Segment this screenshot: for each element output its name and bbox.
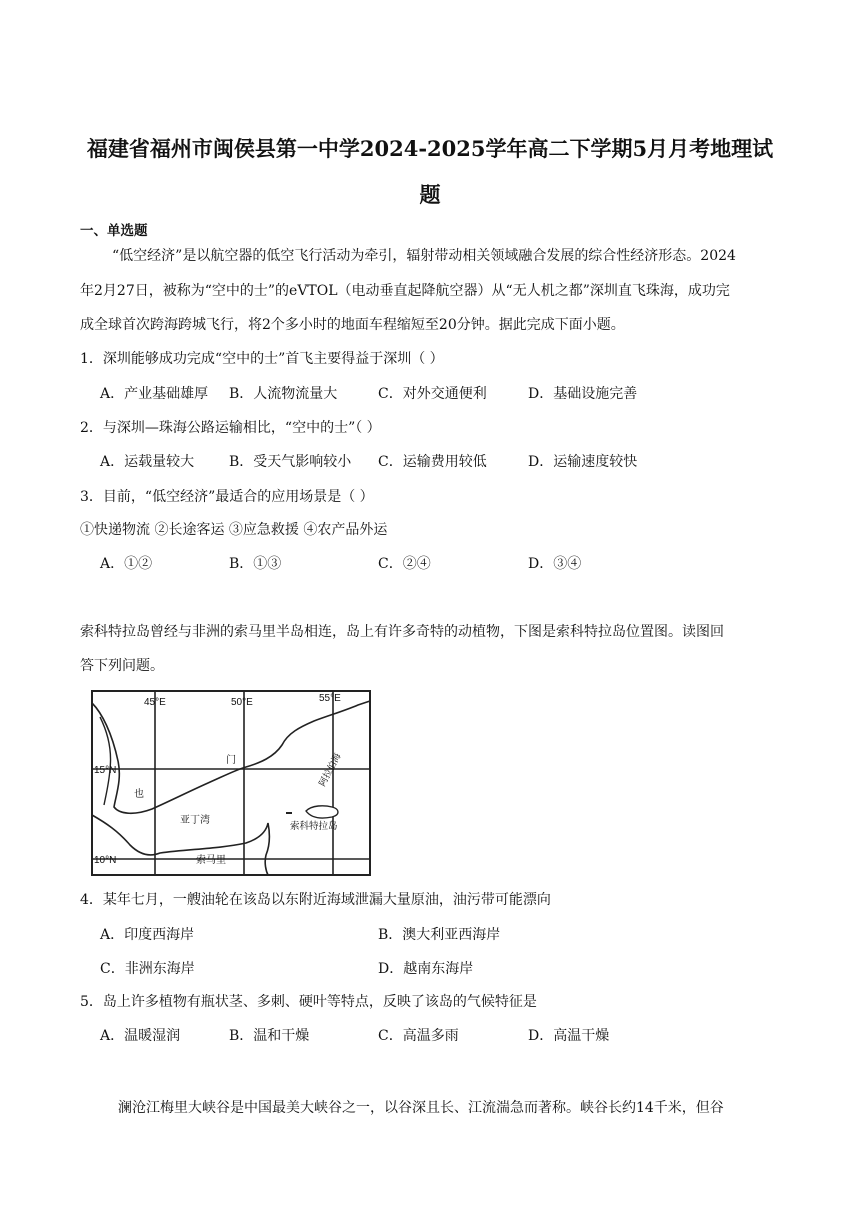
question-4-option-b[interactable]: B．澳大利亚西海岸 — [378, 927, 501, 943]
label-arabian-sea: 阿拉伯海 — [316, 751, 343, 788]
question-1-option-b[interactable]: B．人流物流量大 — [229, 386, 338, 402]
label-ye: 也 — [134, 789, 144, 800]
question-2-stem: 2．与深圳—珠海公路运输相比，“空中的士”（ ） — [80, 420, 381, 436]
question-5-option-a[interactable]: A．温暖湿润 — [100, 1028, 181, 1044]
question-3-stem: 3．目前，“低空经济”最适合的应用场景是（ ） — [80, 489, 374, 505]
question-3-option-d[interactable]: D．③④ — [528, 556, 582, 572]
passage1-line-2: 年2月27日，被称为“空中的士”的eVTOL（电动垂直起降航空器）从“无人机之都”深圳直飞珠海，成功完 — [80, 283, 730, 299]
map-svg — [78, 683, 374, 879]
question-3-option-c[interactable]: C．②④ — [378, 556, 431, 572]
document-title-line-2: 题 — [419, 182, 441, 207]
question-4-stem: 4．某年七月，一艘油轮在该岛以东附近海域泄漏大量原油，油污带可能漂向 — [80, 892, 551, 908]
question-4-option-c[interactable]: C．非洲东海岸 — [100, 961, 195, 977]
passage2-line-2: 答下列问题。 — [80, 658, 164, 674]
question-5-option-b[interactable]: B．温和干燥 — [229, 1028, 310, 1044]
question-2-option-d[interactable]: D．运输速度较快 — [528, 454, 638, 470]
question-2-option-b[interactable]: B．受天气影响较小 — [229, 454, 352, 470]
label-55e: 55°E — [319, 693, 341, 704]
question-4-option-d[interactable]: D．越南东海岸 — [378, 961, 474, 977]
label-45e: 45°E — [144, 697, 166, 708]
label-somalia: 索马里 — [196, 855, 226, 866]
label-10n: 10°N — [94, 855, 117, 866]
question-3-option-b[interactable]: B．①③ — [229, 556, 282, 572]
question-2-option-a[interactable]: A．运载量较大 — [100, 454, 195, 470]
label-men: 门 — [226, 755, 236, 766]
socotra-location-map — [78, 683, 374, 879]
label-socotra: 索科特拉岛 — [290, 821, 338, 832]
label-15n: 15°N — [94, 765, 117, 776]
label-gulf-of-aden: 亚丁湾 — [180, 815, 210, 826]
question-5-option-d[interactable]: D．高温干燥 — [528, 1028, 610, 1044]
passage2-line-1: 索科特拉岛曾经与非洲的索马里半岛相连，岛上有许多奇特的动植物，下图是索科特拉岛位置图。读图回 — [80, 624, 724, 640]
question-3-choices-list: ①快递物流 ②长途客运 ③应急救援 ④农产品外运 — [80, 522, 388, 538]
passage1-line-1: “低空经济”是以航空器的低空飞行活动为牵引，辐射带动相关领域融合发展的综合性经济形态。2024 — [112, 248, 736, 264]
question-5-option-c[interactable]: C．高温多雨 — [378, 1028, 459, 1044]
document-title-line-1: 福建省福州市闽侯县第一中学2024-2025学年高二下学期5月月考地理试 — [86, 136, 774, 161]
question-1-option-d[interactable]: D．基础设施完善 — [528, 386, 638, 402]
passage3-line-1: 澜沧江梅里大峡谷是中国最美大峡谷之一，以谷深且长、江流湍急而著称。峡谷长约14千米，但谷 — [118, 1100, 724, 1116]
question-3-option-a[interactable]: A．①② — [100, 556, 153, 572]
question-2-option-c[interactable]: C．运输费用较低 — [378, 454, 487, 470]
passage1-line-3: 成全球首次跨海跨城飞行，将2个多小时的地面车程缩短至20分钟。据此完成下面小题。 — [80, 317, 625, 333]
question-1-option-a[interactable]: A．产业基础雄厚 — [100, 386, 209, 402]
question-1-option-c[interactable]: C．对外交通便利 — [378, 386, 487, 402]
question-5-stem: 5．岛上许多植物有瓶状茎、多刺、硬叶等特点，反映了该岛的气候特征是 — [80, 994, 537, 1010]
question-1-stem: 1．深圳能够成功完成“空中的士”首飞主要得益于深圳（ ） — [80, 351, 444, 367]
label-50e: 50°E — [231, 697, 253, 708]
question-4-option-a[interactable]: A．印度西海岸 — [100, 927, 195, 943]
section-heading: 一、单选题 — [80, 223, 148, 239]
